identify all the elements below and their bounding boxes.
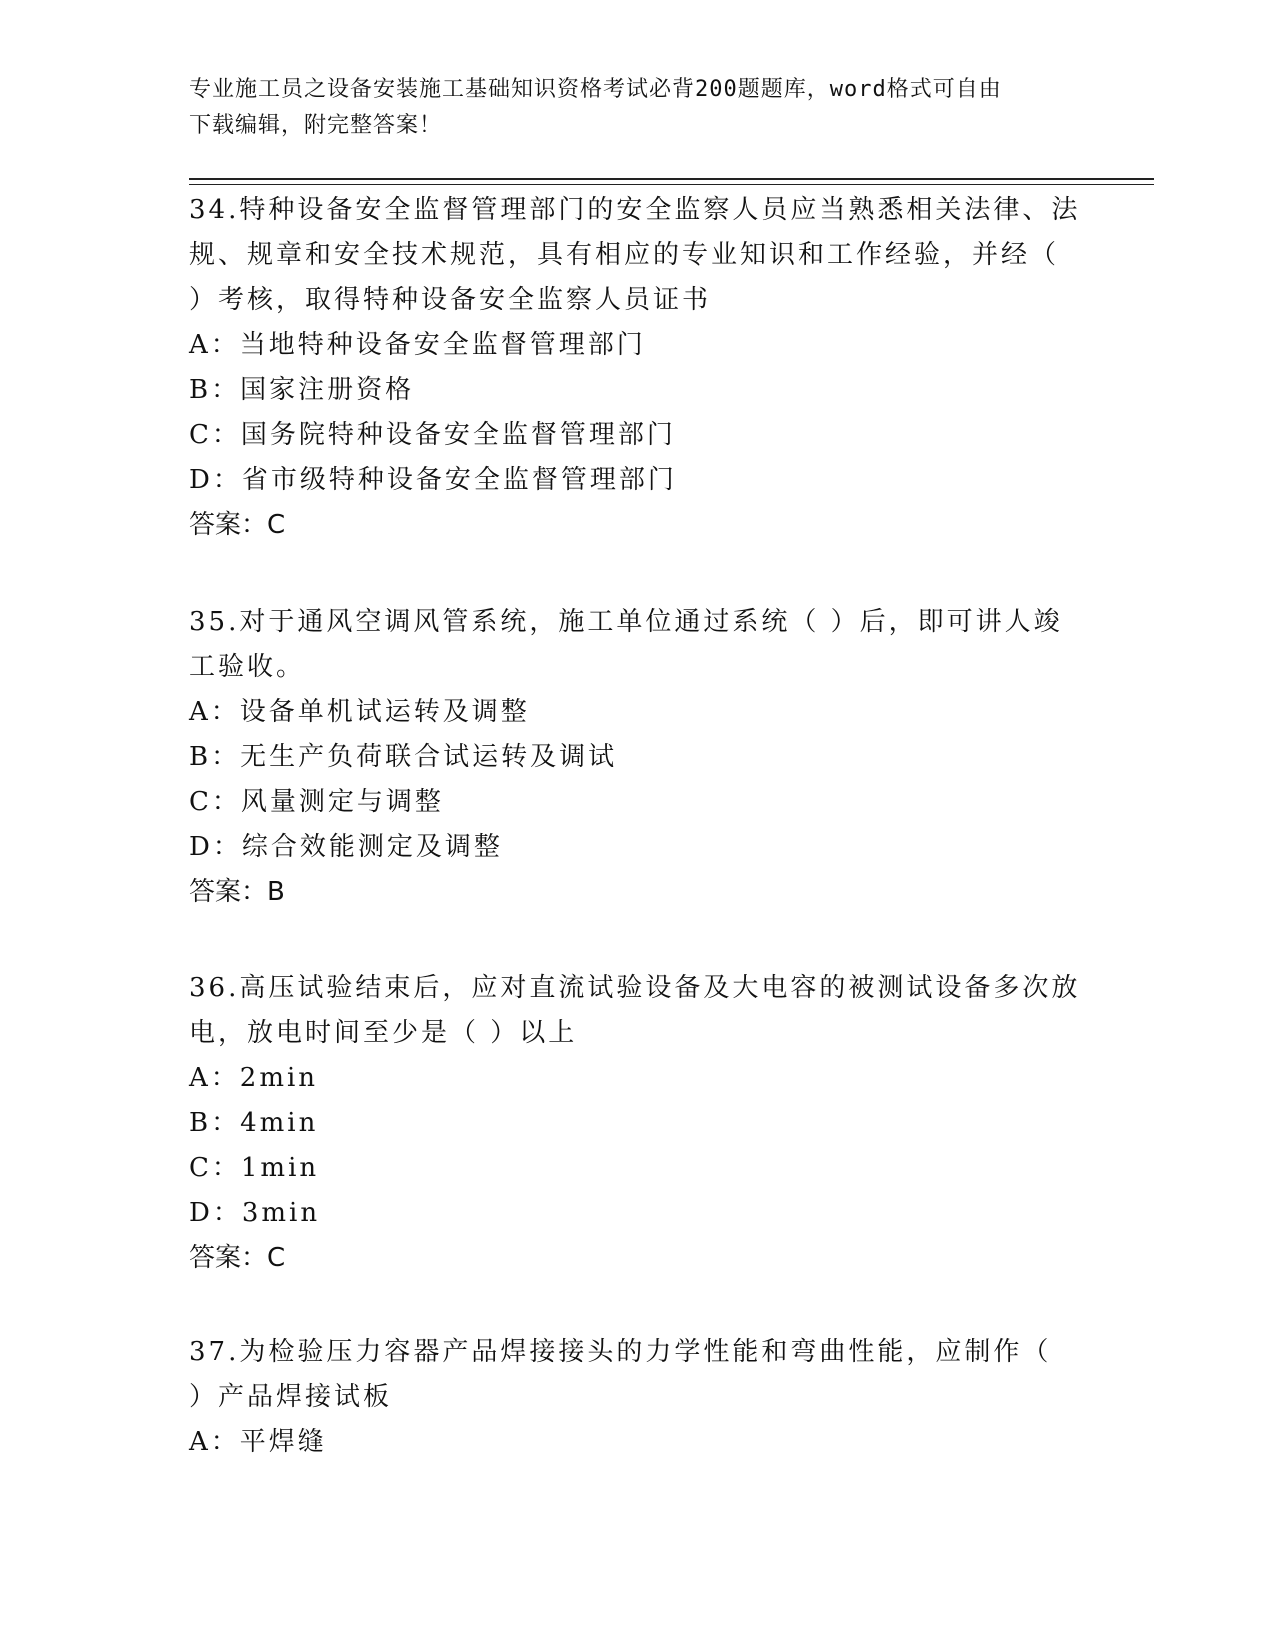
header-line-2: 下载编辑，附完整答案！ bbox=[189, 113, 443, 138]
option-b: B：无生产负荷联合试运转及调试 bbox=[189, 742, 618, 772]
question-stem-line: 规、规章和安全技术规范，具有相应的专业知识和工作经验，并经（ bbox=[189, 240, 1060, 270]
option-a: A：平焊缝 bbox=[189, 1427, 327, 1457]
question-36 bbox=[189, 966, 1089, 1281]
question-stem-line: 35.对于通风空调风管系统，施工单位通过系统（ ）后，即可讲人竣 bbox=[189, 607, 1063, 637]
question-stem-line: 电，放电时间至少是（ ）以上 bbox=[189, 1018, 578, 1048]
option-c: C：1min bbox=[189, 1153, 320, 1183]
option-b: B：4min bbox=[189, 1108, 319, 1138]
option-d: D：3min bbox=[189, 1198, 321, 1228]
question-37 bbox=[189, 1330, 1089, 1465]
question-35 bbox=[189, 600, 1089, 915]
document-header bbox=[189, 72, 1079, 144]
answer: 答案：B bbox=[189, 877, 285, 907]
question-stem-line: 工验收。 bbox=[189, 652, 306, 682]
option-b: B：国家注册资格 bbox=[189, 375, 415, 405]
question-stem-line: ）考核，取得特种设备安全监察人员证书 bbox=[189, 285, 712, 315]
option-d: D：省市级特种设备安全监督管理部门 bbox=[189, 465, 677, 495]
header-divider-thin bbox=[189, 184, 1154, 185]
option-a: A：2min bbox=[189, 1063, 319, 1093]
answer: 答案：C bbox=[189, 1243, 286, 1273]
option-a: A：当地特种设备安全监督管理部门 bbox=[189, 330, 646, 360]
header-line-1: 专业施工员之设备安装施工基础知识资格考试必背200题题库，word格式可自由 bbox=[189, 77, 1002, 102]
option-c: C：风量测定与调整 bbox=[189, 787, 444, 817]
question-stem-line: 36.高压试验结束后，应对直流试验设备及大电容的被测试设备多次放 bbox=[189, 973, 1081, 1003]
option-d: D：综合效能测定及调整 bbox=[189, 832, 503, 862]
question-stem-line: 37.为检验压力容器产品焊接接头的力学性能和弯曲性能，应制作（ bbox=[189, 1337, 1052, 1367]
question-34 bbox=[189, 188, 1089, 548]
option-c: C：国务院特种设备安全监督管理部门 bbox=[189, 420, 676, 450]
answer: 答案：C bbox=[189, 510, 286, 540]
option-a: A：设备单机试运转及调整 bbox=[189, 697, 530, 727]
question-stem-line: ）产品焊接试板 bbox=[189, 1382, 393, 1412]
question-stem-line: 34.特种设备安全监督管理部门的安全监察人员应当熟悉相关法律、法 bbox=[189, 195, 1081, 225]
header-divider-thick bbox=[189, 178, 1154, 180]
